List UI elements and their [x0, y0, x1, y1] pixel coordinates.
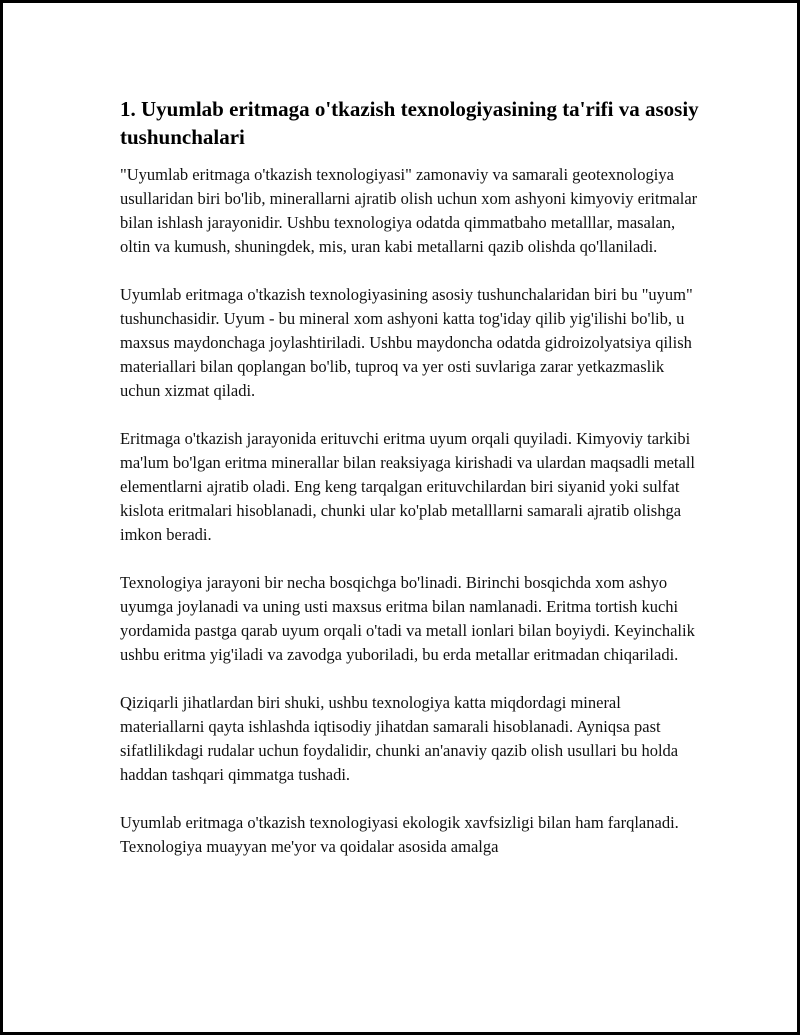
document-body [120, 95, 700, 883]
paragraph: Uyumlab eritmaga o'tkazish texnologiyasi ekologik xavfsizligi bilan ham farqlanadi. Texnologiya muayyan me'yor va qoidalar asosida amalga [120, 813, 679, 856]
paragraph: Uyumlab eritmaga o'tkazish texnologiyasining asosiy tushunchalaridan biri bu "uyum" tushunchasidir. Uyum - bu mineral xom ashyoni katta tog'iday qilib yig'ilishi bo'lib, u maxsus maydonchaga joylashtiriladi. Ushbu maydoncha odatda gidroizolyatsiya qilish materiallari bilan qoplangan bo'lib, tuproq va yer osti suvlariga zarar yetkazmaslik uchun xizmat qiladi. [120, 285, 693, 400]
paragraph: "Uyumlab eritmaga o'tkazish texnologiyasi" zamonaviy va samarali geotexnologiya usullaridan biri bo'lib, minerallarni ajratib olish uchun xom ashyoni kimyoviy eritmalar bilan ishlash jarayonidir. Ushbu texnologiya odatda qimmatbaho metalllar, masalan, oltin va kumush, shuningdek, mis, uran kabi metallarni qazib olishda qo'llaniladi. [120, 165, 698, 256]
paragraph: Eritmaga o'tkazish jarayonida erituvchi eritma uyum orqali quyiladi. Kimyoviy tarkibi ma'lum bo'lgan eritma minerallar bilan reaksiyaga kirishadi va ulardan maqsadli metall elementlarni ajratib oladi. Eng keng tarqalgan erituvchilardan biri siyanid yoki sulfat kislota eritmalari hisoblanadi, chunki ular ko'plab metalllarni samarali ajratib olishga imkon beradi. [120, 429, 696, 544]
paragraph: Texnologiya jarayoni bir necha bosqichga bo'linadi. Birinchi bosqichda xom ashyo uyumga joylanadi va uning usti maxsus eritma bilan namlanadi. Eritma tortish kuchi yordamida pastga qarab uyum orqali o'tadi va metall ionlari bilan boyiydi. Keyinchalik ushbu eritma yig'iladi va zavodga yuboriladi, bu erda metallar eritmadan chiqariladi. [120, 573, 695, 664]
paragraph: Qiziqarli jihatlardan biri shuki, ushbu texnologiya katta miqdordagi mineral materiallarni qayta ishlashda iqtisodiy jihatdan samarali hisoblanadi. Ayniqsa past sifatlilikdagi rudalar uchun foydalidir, chunki an'anaviy qazib olish usullari bu holda haddan tashqari qimmatga tushadi. [120, 693, 679, 784]
section-heading: 1. Uyumlab eritmaga o'tkazish texnologiyasining ta'rifi va asosiy tushunchalari [120, 97, 699, 149]
